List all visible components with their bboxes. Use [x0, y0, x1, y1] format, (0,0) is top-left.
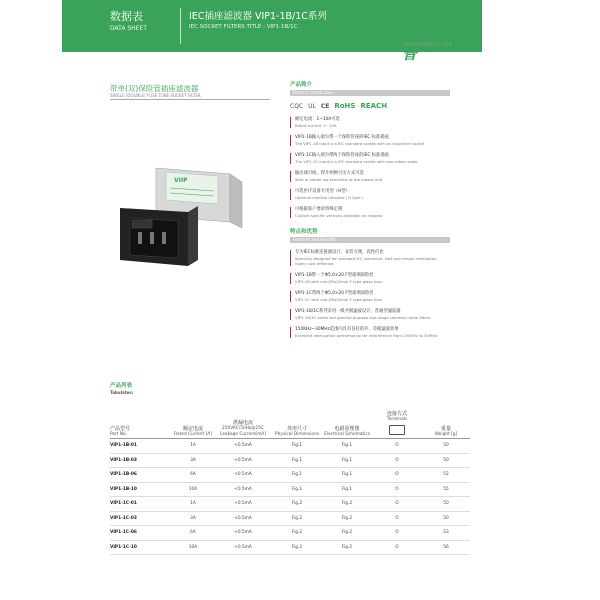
table-row	[110, 497, 470, 512]
table-title-en: Tabulates:	[110, 390, 134, 395]
logo-chevrons-icon: ❯❯❯	[382, 26, 409, 42]
col-header-en: Rated Current [A]	[174, 432, 212, 437]
cell-rated-current: 6A	[172, 526, 214, 541]
cell-electrical-schematics: Fig.2	[322, 540, 372, 555]
rohs-icon: RoHS	[334, 102, 356, 110]
feature-item-cn: 150KHz~30MHz范围内具有良好的共、差模滤波效果	[295, 327, 399, 332]
cell-weight: 56	[422, 540, 470, 555]
cell-weight: 50	[422, 439, 470, 454]
right-column	[290, 80, 450, 338]
cell-terminals: O	[372, 468, 422, 483]
feature-item-en: Specially designed for standard IEC connector, fast and simple installation, highly cost effective.	[295, 256, 438, 266]
feature-item-en: Excellent attenuation performance for interference from 150KHz to 30MHz.	[295, 333, 439, 338]
cell-leakage-current: <0.5mA	[214, 439, 272, 454]
intro-item	[290, 117, 450, 128]
table-row	[110, 439, 470, 454]
intro-item-en: Custom specific versions available on request	[295, 213, 383, 218]
datasheet-label	[110, 10, 147, 33]
cell-leakage-current: <0.5mA	[214, 468, 272, 483]
cell-leakage-current: <0.5mA	[214, 497, 272, 512]
intro-item	[290, 135, 450, 146]
product-series-title	[189, 10, 327, 32]
product-table	[110, 400, 470, 555]
cell-weight: 53	[422, 526, 470, 541]
col-weight	[422, 400, 470, 439]
cell-rated-current: 1A	[172, 439, 214, 454]
cell-terminals: O	[372, 526, 422, 541]
feature-item-cn: 专为IEC标准连接器设计，安装方便，高性价比	[295, 250, 384, 255]
intro-item-en: Rated current: 1~10A	[295, 123, 337, 128]
feature-item-en: VIP1-1B with one Ø5x20mm F type glass fuse.	[295, 279, 383, 284]
intro-item-cn: 可选医疗设备专用型（H型）	[295, 189, 350, 194]
cell-rated-current: 10A	[172, 482, 214, 497]
datasheet-label-en: DATA SHEET	[110, 25, 147, 32]
col-header-en: Part No.	[110, 432, 127, 437]
col-header-cn: 重量	[440, 426, 451, 432]
col-header-en: Terminals	[386, 417, 408, 422]
intro-item	[290, 153, 450, 164]
reach-icon: REACH	[360, 102, 388, 110]
intro-item	[290, 207, 450, 218]
features-section-title: 特点和优势	[290, 229, 318, 235]
cell-electrical-schematics: Fig.1	[322, 482, 372, 497]
intro-section-subtitle: Product introduction:	[293, 90, 335, 95]
cell-electrical-schematics: Fig.1	[322, 453, 372, 468]
col-terminals	[372, 400, 422, 439]
col-header-cn: 泄漏电流	[232, 420, 253, 426]
cell-physical-dimensions: Fig.2	[272, 511, 322, 526]
datasheet-label-cn: 数据表	[110, 10, 143, 23]
table-row	[110, 468, 470, 483]
cell-terminals: O	[372, 482, 422, 497]
feature-item	[290, 250, 450, 266]
product-series-cn: IEC插座滤波器 VIP1-1B/1C系列	[189, 11, 327, 22]
col-header-en: Weight [g]	[434, 432, 458, 437]
table-title-cn: 产品列表	[110, 383, 133, 389]
cell-terminals: O	[372, 497, 422, 512]
col-header-cn: 外形尺寸	[286, 426, 307, 432]
cell-physical-dimensions: Fig.2	[272, 540, 322, 555]
col-header-en: Electrical Schematics	[324, 432, 370, 437]
col-header-cn: 产品型号	[110, 426, 131, 432]
cell-part-no: VIP1-1B-10	[110, 482, 172, 497]
table-row	[110, 482, 470, 497]
cell-part-no: VIP1-1C-10	[110, 540, 172, 555]
cell-terminals: O	[372, 511, 422, 526]
feature-item	[290, 327, 450, 338]
cell-part-no: VIP1-1B-06	[110, 468, 172, 483]
cell-weight: 50	[422, 511, 470, 526]
table-row	[110, 526, 470, 541]
cell-terminals: O	[372, 540, 422, 555]
col-header-cn: 连接方式	[386, 411, 407, 417]
cell-physical-dimensions: Fig.1	[272, 439, 322, 454]
cell-physical-dimensions: Fig.2	[272, 497, 322, 512]
cell-physical-dimensions: Fig.1	[272, 468, 322, 483]
intro-item	[290, 189, 450, 200]
cell-part-no: VIP1-1B-03	[110, 453, 172, 468]
cell-leakage-current: <0.5mA	[214, 540, 272, 555]
table-header-row	[110, 400, 470, 439]
intro-item-cn: VIP1-1C输入端为带两个保险管座的IEC 标准插座	[295, 153, 389, 158]
cell-terminals: O	[372, 439, 422, 454]
intro-item-en: The VIP1-1C input is a IEC standard socket with two safety seats	[295, 159, 418, 164]
product-title-en: SINGLE (DOUBLE) FUSE TUBE SOCKET FILTER	[110, 93, 201, 98]
brand-logo	[382, 22, 472, 62]
cell-rated-current: 10A	[172, 540, 214, 555]
ce-icon: CE	[320, 102, 330, 110]
cell-leakage-current: <0.5mA	[214, 526, 272, 541]
logo-text: VIIP维爱普	[402, 24, 466, 63]
feature-item-en: VIP1-1C with one Ø5x20mm F type glass fuse.	[295, 297, 383, 302]
table-row	[110, 453, 470, 468]
intro-section-bar	[290, 90, 450, 96]
intro-item	[290, 171, 450, 182]
cell-rated-current: 1A	[172, 497, 214, 512]
col-part-no	[110, 400, 172, 439]
cell-rated-current: 3A	[172, 453, 214, 468]
intro-section-title: 产品简介	[290, 82, 313, 88]
col-header-en: Physical Dimensions	[275, 432, 319, 437]
col-electrical-schematics	[322, 400, 372, 439]
col-physical-dimensions	[272, 400, 322, 439]
terminal-icon	[389, 425, 405, 435]
cell-physical-dimensions: Fig.1	[272, 482, 322, 497]
cell-weight: 50	[422, 453, 470, 468]
feature-item-cn: VIP1-1C带两个Φ5.0×20 F型玻璃保险丝	[295, 291, 374, 296]
feature-item-en: VIP1-1B/1C series are general purpose one-stage common mode filters.	[295, 315, 432, 320]
cell-weight: 52	[422, 468, 470, 483]
col-rated-current	[172, 400, 214, 439]
col-leakage-current	[214, 400, 272, 439]
cell-electrical-schematics: Fig.1	[322, 468, 372, 483]
product-series-en: IEC SOCKET FILTERS TITLE : VIP1-1B/1C	[189, 24, 298, 30]
title-underline	[110, 99, 270, 100]
product-title-cn: 带单(双)保险管插座滤波器	[110, 84, 199, 93]
cell-weight: 50	[422, 497, 470, 512]
table-row	[110, 511, 470, 526]
intro-item-en: Wire or solder lug terminals at the output end	[295, 177, 383, 182]
logo-subtitle: EMI/RFI/EMC FILTER	[404, 42, 453, 47]
col-header-cn: 电路原理图	[334, 426, 360, 432]
feature-item	[290, 273, 450, 284]
cell-part-no: VIP1-1C-01	[110, 497, 172, 512]
intro-item-cn: 可根据客户要求特殊定制	[295, 207, 343, 212]
cell-physical-dimensions: Fig.1	[272, 453, 322, 468]
table-row	[110, 540, 470, 555]
ul-icon: UL	[308, 102, 316, 110]
cell-physical-dimensions: Fig.2	[272, 526, 322, 541]
cell-electrical-schematics: Fig.2	[322, 526, 372, 541]
socket-filter-illustration	[118, 160, 248, 272]
cell-terminals: O	[372, 453, 422, 468]
feature-item-cn: VIP1-1B带一个Φ5.0×20 F型玻璃保险丝	[295, 273, 374, 278]
cqc-icon: CQC	[290, 102, 304, 110]
cell-electrical-schematics: Fig.2	[322, 511, 372, 526]
cell-leakage-current: <0.5mA	[214, 453, 272, 468]
cell-part-no: VIP1-1B-01	[110, 439, 172, 454]
cell-electrical-schematics: Fig.2	[322, 497, 372, 512]
cell-rated-current: 6A	[172, 468, 214, 483]
certification-logos	[290, 102, 450, 110]
cell-part-no: VIP1-1C-06	[110, 526, 172, 541]
intro-item-en: The VIP1-1B input is a IEC standard socket with an insurance socket	[295, 141, 425, 146]
cell-weight: 55	[422, 482, 470, 497]
feature-item	[290, 291, 450, 302]
intro-item-cn: 输出端引线，焊片两种引出方式可选	[295, 171, 364, 176]
cell-leakage-current: <0.5mA	[214, 511, 272, 526]
feature-item	[290, 309, 450, 320]
table-body	[110, 439, 470, 555]
product-stamp: VIIP	[174, 177, 188, 184]
col-header-en: 250VAC/50Hz@25C Leakage Current[mA]	[220, 426, 266, 437]
intro-item-cn: 额定电流：1~10A可选	[295, 117, 340, 122]
cell-electrical-schematics: Fig.1	[322, 439, 372, 454]
intro-item-cn: VIP1-1B输入端为带一个保险管座的IEC 标准插座	[295, 135, 389, 140]
feature-item-cn: VIP1-1B/1C系列采用一级共模滤波设计，普通型滤波器	[295, 309, 401, 314]
features-section-subtitle: Features and Benefits:	[293, 237, 338, 242]
cell-rated-current: 3A	[172, 511, 214, 526]
features-section-bar	[290, 237, 450, 243]
col-header-cn: 额定电流	[182, 426, 203, 432]
cell-leakage-current: <0.5mA	[214, 482, 272, 497]
cell-part-no: VIP1-1C-03	[110, 511, 172, 526]
intro-item-en: Optional medical versions ( H type )	[295, 195, 364, 200]
header-divider	[180, 8, 181, 44]
